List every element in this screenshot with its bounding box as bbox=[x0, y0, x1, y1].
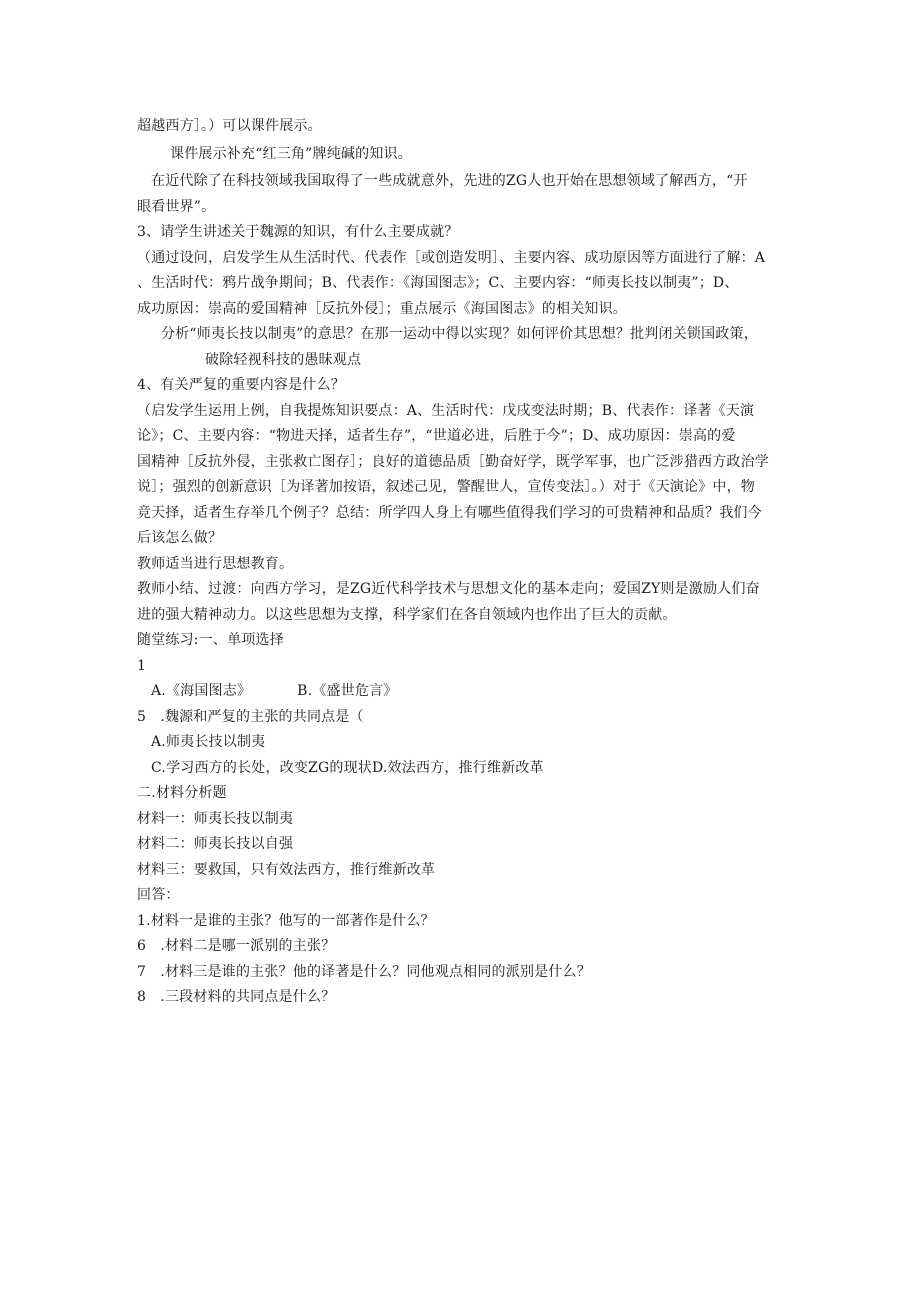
text-line: 国精神［反抗外侵，主张救亡图存］；良好的道德品质［勤奋好学，既学军事，也广泛涉猎西方政治学 bbox=[137, 453, 769, 470]
text-line: 成功原因：崇高的爱国精神［反抗外侵］；重点展示《海国图志》的相关知识。 bbox=[137, 300, 627, 317]
option-a: A.《海国图志》 bbox=[151, 683, 252, 699]
material-line: 材料二：师夷长技以自强 bbox=[137, 836, 294, 852]
question-line: 7 .材料三是谁的主张？他的译著是什么？同他观点相同的派别是什么？ bbox=[137, 963, 591, 980]
text-line: 说］；强烈的创新意识［为译著加按语，叙述己见，警醒世人，宣传变法］。）对于《天演论》中，物 bbox=[137, 479, 755, 495]
option-b: B.《盛世危言》 bbox=[297, 683, 398, 699]
text-line: 在近代除了在科技领域我国取得了一些成就意外，先进的ZG人也开始在思想领域了解西方，“开 bbox=[151, 173, 748, 189]
section-heading: 4、有关严复的重要内容是什么？ bbox=[137, 377, 345, 393]
text-line: 论》；C、主要内容：“物进天择，适者生存”，“世道必进，后胜于今”；D、成功原因：崇高的爱 bbox=[137, 428, 736, 444]
text-line: 后该怎么做？ bbox=[137, 530, 223, 546]
question-line: 1.材料一是谁的主张？他写的一部著作是什么？ bbox=[137, 912, 435, 929]
question-number: 1 bbox=[137, 657, 147, 674]
document-body bbox=[137, 114, 792, 1011]
text-line: 破除轻视科技的愚昧观点 bbox=[205, 351, 362, 368]
option-line: C.学习西方的长处，改变ZG的现状D.效法西方，推行维新改革 bbox=[151, 759, 544, 776]
text-line: 超越西方］。）可以课件展示。 bbox=[137, 118, 322, 134]
material-line: 材料三：要救国，只有效法西方，推行维新改革 bbox=[137, 861, 436, 878]
text-line: 教师适当进行思想教育。 bbox=[137, 555, 294, 572]
exercise-heading: 随堂练习:一、单项选择 bbox=[137, 632, 284, 648]
text-line: （启发学生运用上例，自我提炼知识要点：A、生活时代：戊戌变法时期；B、代表作：译著《天演 bbox=[137, 402, 755, 419]
option-line: A.师夷长技以制夷 bbox=[151, 734, 266, 750]
text-line: （通过设问，启发学生从生活时代、代表作［或创造发明］、主要内容、成功原因等方面进行了解：A bbox=[137, 249, 766, 266]
material-line: 材料一：师夷长技以制夷 bbox=[137, 810, 294, 827]
question-line: 6 .材料二是哪一派别的主张？ bbox=[137, 938, 336, 954]
text-line: 分析“师夷长技以制夷”的意思？在那一运动中得以实现？如何评价其思想？批判闭关锁国政策， bbox=[161, 326, 758, 342]
text-line: 教师小结、过渡：向西方学习，是ZG近代科学技术与思想文化的基本走向；爱国ZY则是激励人们奋 bbox=[137, 581, 760, 597]
text-line: 眼看世界”。 bbox=[137, 198, 216, 215]
section-heading: 3、请学生讲述关于魏源的知识，有什么主要成就？ bbox=[137, 224, 459, 240]
question-line: 8 .三段材料的共同点是什么？ bbox=[137, 989, 336, 1005]
text-line: 进的强大精神动力。以这些思想为支撑，科学家们在各自领域内也作出了巨大的贡献。 bbox=[137, 606, 677, 623]
answer-label: 回答： bbox=[137, 887, 180, 903]
question-line: 5 .魏源和严复的主张的共同点是（ bbox=[137, 708, 364, 725]
text-line: 课件展示补充“红三角”牌纯碱的知识。 bbox=[170, 145, 412, 162]
options-row bbox=[137, 679, 792, 705]
section-heading: 二.材料分析题 bbox=[137, 785, 227, 801]
text-line: 竞天择，适者生存举几个例子？总结：所学四人身上有哪些值得我们学习的可贵精神和品质？我们今 bbox=[137, 504, 762, 521]
text-line: 、生活时代：鸦片战争期间；B、代表作：《海国图志》；C、主要内容：“师夷长技以制夷”；D、 bbox=[137, 275, 739, 291]
